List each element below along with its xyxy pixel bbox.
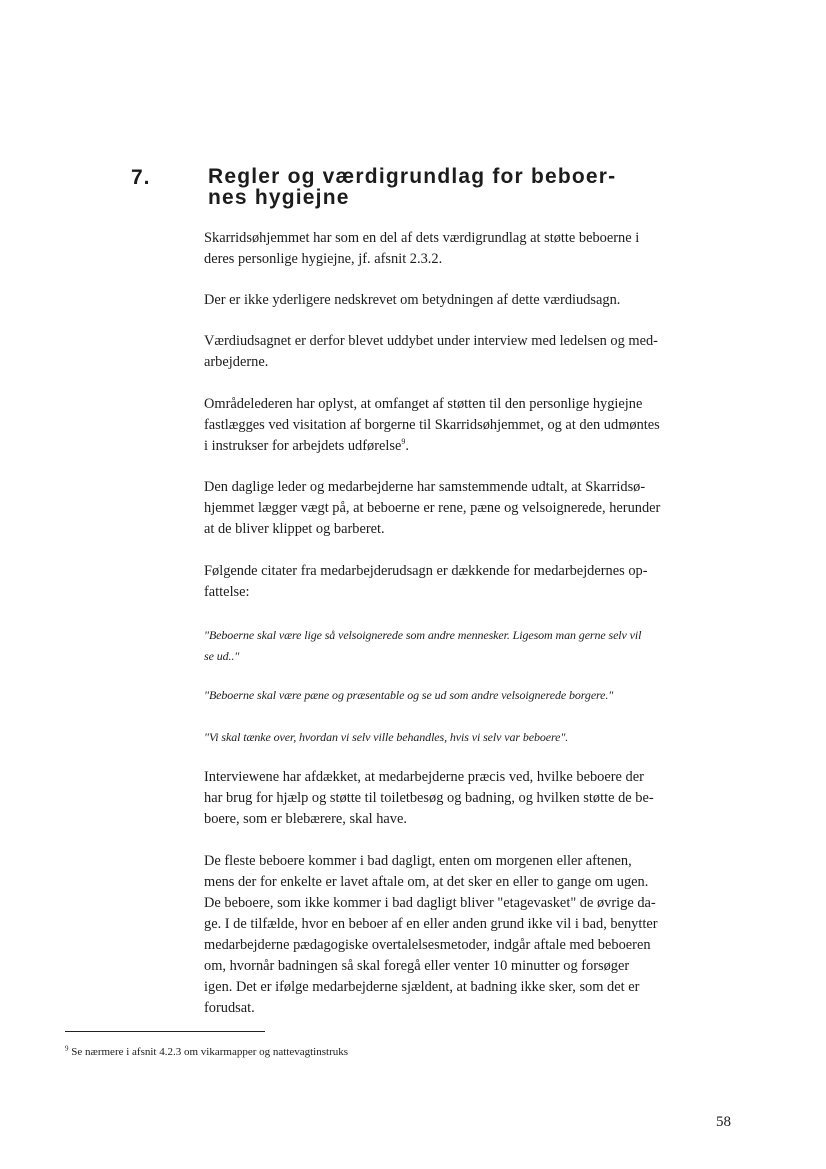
footnote (65, 1046, 348, 1058)
paragraph (204, 561, 739, 603)
chapter-title-line: nes hygiejne (208, 186, 350, 209)
text-line: Områdelederen har oplyst, at omfanget af støtten til den personlige hygiejne (204, 396, 643, 412)
text-line: mens der for enkelte er lavet aftale om, at det sker en eller to gange om ugen. (204, 874, 649, 890)
chapter-title-line: Regler og værdigrundlag for beboer- (208, 165, 617, 188)
text-line: fattelse: (204, 584, 250, 600)
text-segment: . (405, 438, 410, 454)
text-line: Skarridsøhjemmet har som en del af dets værdigrundlag at støtte beboerne i (204, 230, 640, 246)
text-line: De beboere, som ikke kommer i bad dagligt bliver "etagevasket" de øvrige da- (204, 895, 656, 911)
text-line: Værdiudsagnet er derfor blevet uddybet under interview med ledelsen og med- (204, 333, 658, 349)
chapter-number: 7. (131, 166, 151, 189)
footnote-marker: 9 (65, 1044, 69, 1053)
text-line: igen. Det er ifølge medarbejderne sjældent, at badning ikke sker, som det er (204, 979, 640, 995)
paragraph (204, 477, 739, 540)
paragraph (204, 767, 739, 830)
paragraph (204, 851, 739, 1019)
text-line: Interviewene har afdækket, at medarbejderne præcis ved, hvilke beboere der (204, 769, 644, 785)
text-line: se ud.." (204, 649, 240, 663)
text-line: fastlægges ved visitation af borgerne til Skarridsøhjemmet, og at den udmøntes (204, 417, 660, 433)
text-line: "Beboerne skal være pæne og præsentable og se ud som andre velsoignerede borgere." (204, 688, 614, 702)
text-line: arbejderne. (204, 354, 269, 370)
text-line: "Beboerne skal være lige så velsoignerede som andre mennesker. Ligesom man gerne selv vil (204, 628, 642, 642)
paragraph (204, 394, 739, 457)
text-line: Der er ikke yderligere nedskrevet om betydningen af dette værdiudsagn. (204, 292, 621, 308)
text-line: Den daglige leder og medarbejderne har samstemmende udtalt, at Skarridsø- (204, 479, 646, 495)
chapter-title (208, 166, 688, 208)
text-line: boere, som er blebærere, skal have. (204, 811, 407, 827)
text-line: "Vi skal tænke over, hvordan vi selv ville behandles, hvis vi selv var beboere". (204, 730, 569, 744)
text-line: forudsat. (204, 1000, 255, 1016)
text-line (204, 436, 739, 457)
page-number: 58 (716, 1114, 731, 1130)
quote (204, 625, 739, 667)
text-line: at de bliver klippet og barberet. (204, 521, 385, 537)
paragraph (204, 331, 739, 373)
text-segment: i instrukser for arbejdets udførelse (204, 438, 402, 454)
footnote-reference[interactable]: 9 (401, 437, 406, 447)
quote (204, 727, 739, 748)
text-line: deres personlige hygiejne, jf. afsnit 2.3.2. (204, 251, 443, 267)
text-line: Følgende citater fra medarbejderudsagn er dækkende for medarbejdernes op- (204, 563, 648, 579)
text-line: ge. I de tilfælde, hvor en beboer af en eller anden grund ikke vil i bad, benytter (204, 916, 658, 932)
text-line: har brug for hjælp og støtte til toiletbesøg og badning, og hvilken støtte de be- (204, 790, 654, 806)
text-line: hjemmet lægger vægt på, at beboerne er rene, pæne og velsoignerede, herunder (204, 500, 661, 516)
text-line: om, hvornår badningen så skal foregå eller venter 10 minutter og forsøger (204, 958, 630, 974)
paragraph (204, 228, 739, 270)
quote (204, 685, 739, 706)
footnote-divider (65, 1031, 265, 1032)
footnote-text: Se nærmere i afsnit 4.2.3 om vikarmapper og nattevagtinstruks (68, 1046, 349, 1058)
text-line: De fleste beboere kommer i bad dagligt, enten om morgenen eller aftenen, (204, 853, 632, 869)
text-line: medarbejderne pædagogiske overtalelsesmetoder, indgår aftale med beboeren (204, 937, 651, 953)
paragraph (204, 290, 739, 311)
